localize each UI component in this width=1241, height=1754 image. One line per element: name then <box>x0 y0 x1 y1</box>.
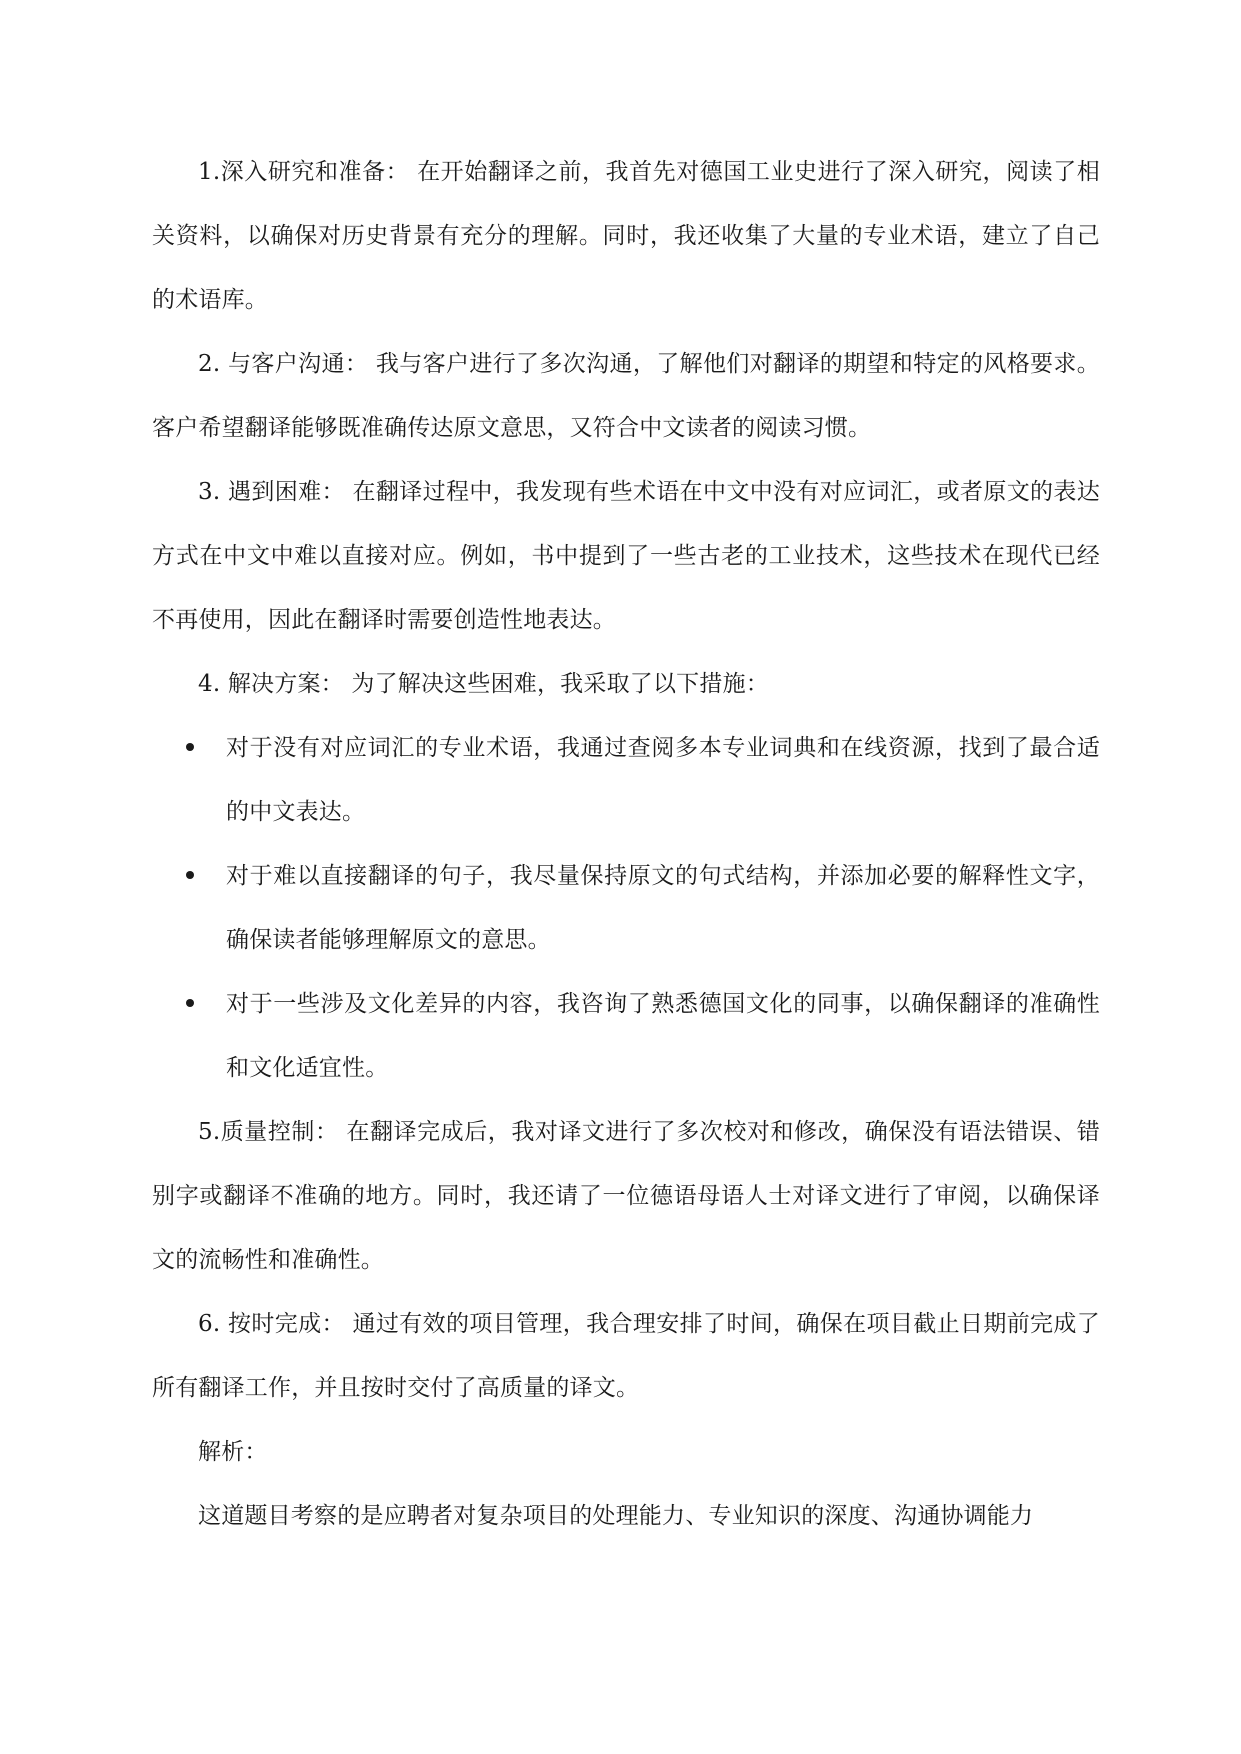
bullet-icon <box>186 743 194 751</box>
paragraph-analysis-text: 这道题目考察的是应聘者对复杂项目的处理能力、专业知识的深度、沟通协调能力 <box>198 1503 1034 1529</box>
paragraph-on-time-completion: 6. 按时完成： 通过有效的项目管理，我合理安排了时间，确保在项目截止日期前完成了所有翻译工作，并且按时交付了高质量的译文。 <box>152 1311 1100 1401</box>
list-item-text: 对于没有对应词汇的专业术语，我通过查阅多本专业词典和在线资源，找到了最合适的中文表达。 <box>226 735 1100 825</box>
paragraph-research-preparation: 1.深入研究和准备： 在开始翻译之前，我首先对德国工业史进行了深入研究，阅读了相关资料，以确保对历史背景有充分的理解。同时，我还收集了大量的专业术语，建立了自己的术语库。 <box>152 159 1100 313</box>
paragraph-difficulties: 3. 遇到困难： 在翻译过程中，我发现有些术语在中文中没有对应词汇，或者原文的表达方式在中文中难以直接对应。例如，书中提到了一些古老的工业技术，这些技术在现代已经不再使用，因此在翻译时需要创造性地表达。 <box>152 479 1100 633</box>
paragraph-client-communication: 2. 与客户沟通： 我与客户进行了多次沟通，了解他们对翻译的期望和特定的风格要求。客户希望翻译能够既准确传达原文意思，又符合中文读者的阅读习惯。 <box>152 351 1100 441</box>
list-item <box>152 716 1100 844</box>
paragraph-solutions: 4. 解决方案： 为了解决这些困难，我采取了以下措施： <box>198 671 769 697</box>
paragraph-quality-control: 5.质量控制： 在翻译完成后，我对译文进行了多次校对和修改，确保没有语法错误、错别字或翻译不准确的地方。同时，我还请了一位德语母语人士对译文进行了审阅，以确保译文的流畅性和准确性。 <box>152 1119 1100 1273</box>
bullet-icon <box>186 999 194 1007</box>
bullet-icon <box>186 871 194 879</box>
list-item-text: 对于一些涉及文化差异的内容，我咨询了熟悉德国文化的同事，以确保翻译的准确性和文化适宜性。 <box>226 991 1100 1081</box>
list-item <box>152 844 1100 972</box>
solution-bullet-list <box>152 716 1100 1100</box>
list-item-text: 对于难以直接翻译的句子，我尽量保持原文的句式结构，并添加必要的解释性文字，确保读者能够理解原文的意思。 <box>226 863 1100 953</box>
document-body <box>152 140 1100 1548</box>
paragraph-analysis-heading: 解析： <box>198 1439 268 1465</box>
list-item <box>152 972 1100 1100</box>
